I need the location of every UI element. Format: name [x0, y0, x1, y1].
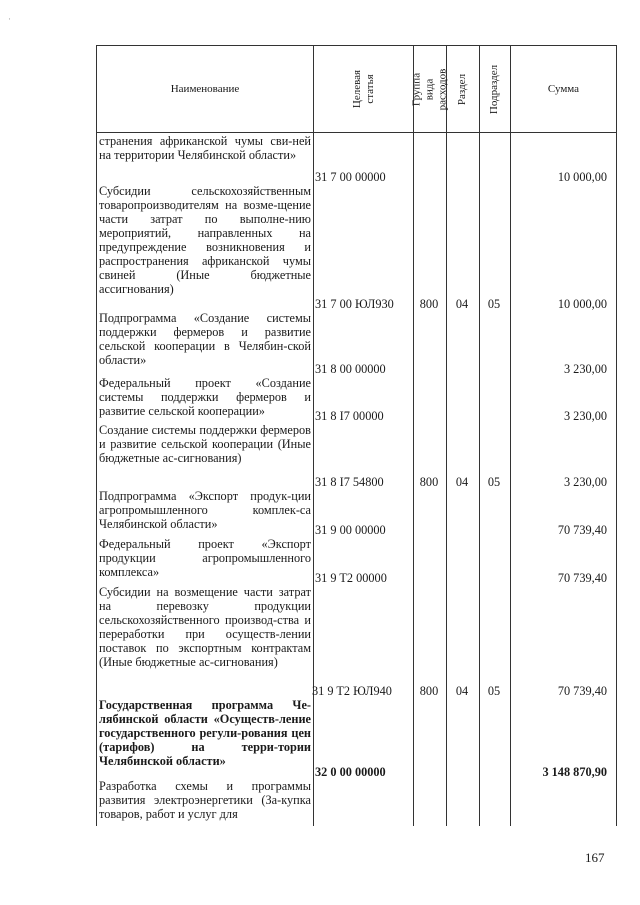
row-section: 04 [455, 475, 469, 489]
row-name: странения африканской чумы сви-ней на территории Челябинской области» [99, 134, 311, 162]
row-subsection: 05 [487, 684, 501, 698]
row-code: 31 8 00 00000 [315, 362, 386, 376]
header-subsection: Подраздел [488, 64, 501, 114]
row-subsection: 05 [487, 475, 501, 489]
table-row [97, 585, 616, 698]
row-sum: 3 148 870,90 [542, 765, 607, 779]
row-code: 31 8 I7 00000 [315, 409, 384, 423]
row-name: Государственная программа Че-лябинской области «Осуществ-ление государственного регули-рования цен (тарифов) на терри-тории Челябинской области» [99, 698, 311, 768]
header-divider [96, 132, 616, 133]
table-row [97, 779, 616, 826]
scan-mark: · [8, 14, 11, 24]
table-border-right [616, 45, 617, 826]
row-code: 32 0 00 00000 [315, 765, 386, 779]
header-target-article: Целевая статья [350, 69, 376, 109]
table-row [97, 698, 616, 779]
row-sum: 70 739,40 [557, 571, 607, 585]
row-code: 31 9 T2 ЮЛ940 [312, 684, 392, 698]
table-row [97, 311, 616, 376]
row-sum: 3 230,00 [563, 409, 607, 423]
row-group: 800 [419, 475, 439, 489]
header-section: Раздел [456, 73, 469, 105]
table-row [97, 376, 616, 423]
row-name: Федеральный проект «Экспорт продукции агропромышленного комплекса» [99, 537, 311, 579]
row-name: Разработка схемы и программы развития электроэнергетики (За-купка товаров, работ и услуг для [99, 779, 311, 821]
row-code: 31 8 I7 54800 [315, 475, 384, 489]
row-section: 04 [455, 297, 469, 311]
row-sum: 70 739,40 [557, 684, 607, 698]
header-expense-group: Группа вида расходов [410, 68, 449, 110]
header-name: Наименование [170, 83, 240, 95]
row-name: Субсидии сельскохозяйственным товаропроизводителям на возме-щение части затрат по выполне-нию мероприятий, направленных на предупреждение возникновения и распространения африканской чумы свиней (Иные бюджетные ассигнования) [99, 184, 311, 296]
header-sum: Сумма [547, 83, 580, 95]
row-name: Подпрограмма «Создание системы поддержки фермеров и развитие сельской кооперации в Челябин-ской области» [99, 311, 311, 367]
table-row [97, 537, 616, 585]
row-code: 31 9 T2 00000 [315, 571, 387, 585]
row-name: Субсидии на возмещение части затрат на перевозку продукции сельскохозяйственного производ-ства и переработки при осуществ-лении поставок по экспортным контрактам (Иные бюджетные ас-сигнования) [99, 585, 311, 669]
row-group: 800 [419, 297, 439, 311]
table-row [97, 489, 616, 537]
row-sum: 10 000,00 [557, 170, 607, 184]
row-sum: 3 230,00 [563, 475, 607, 489]
table-row [97, 423, 616, 489]
row-sum: 3 230,00 [563, 362, 607, 376]
table-row [97, 134, 616, 184]
row-code: 31 7 00 ЮЛ930 [315, 297, 394, 311]
row-subsection: 05 [487, 297, 501, 311]
row-name: Создание системы поддержки фермеров и развитие сельской кооперации (Иные бюджетные ас-сигнования) [99, 423, 311, 465]
row-code: 31 9 00 00000 [315, 523, 386, 537]
table-row [97, 184, 616, 311]
row-name: Федеральный проект «Создание системы поддержки фермеров и развитие сельской кооперации» [99, 376, 311, 418]
row-code: 31 7 00 00000 [315, 170, 386, 184]
row-name: Подпрограмма «Экспорт продук-ции агропромышленного комплек-са Челябинской области» [99, 489, 311, 531]
row-sum: 10 000,00 [557, 297, 607, 311]
page-number: 167 [585, 850, 605, 865]
row-sum: 70 739,40 [557, 523, 607, 537]
row-section: 04 [455, 684, 469, 698]
row-group: 800 [419, 684, 439, 698]
